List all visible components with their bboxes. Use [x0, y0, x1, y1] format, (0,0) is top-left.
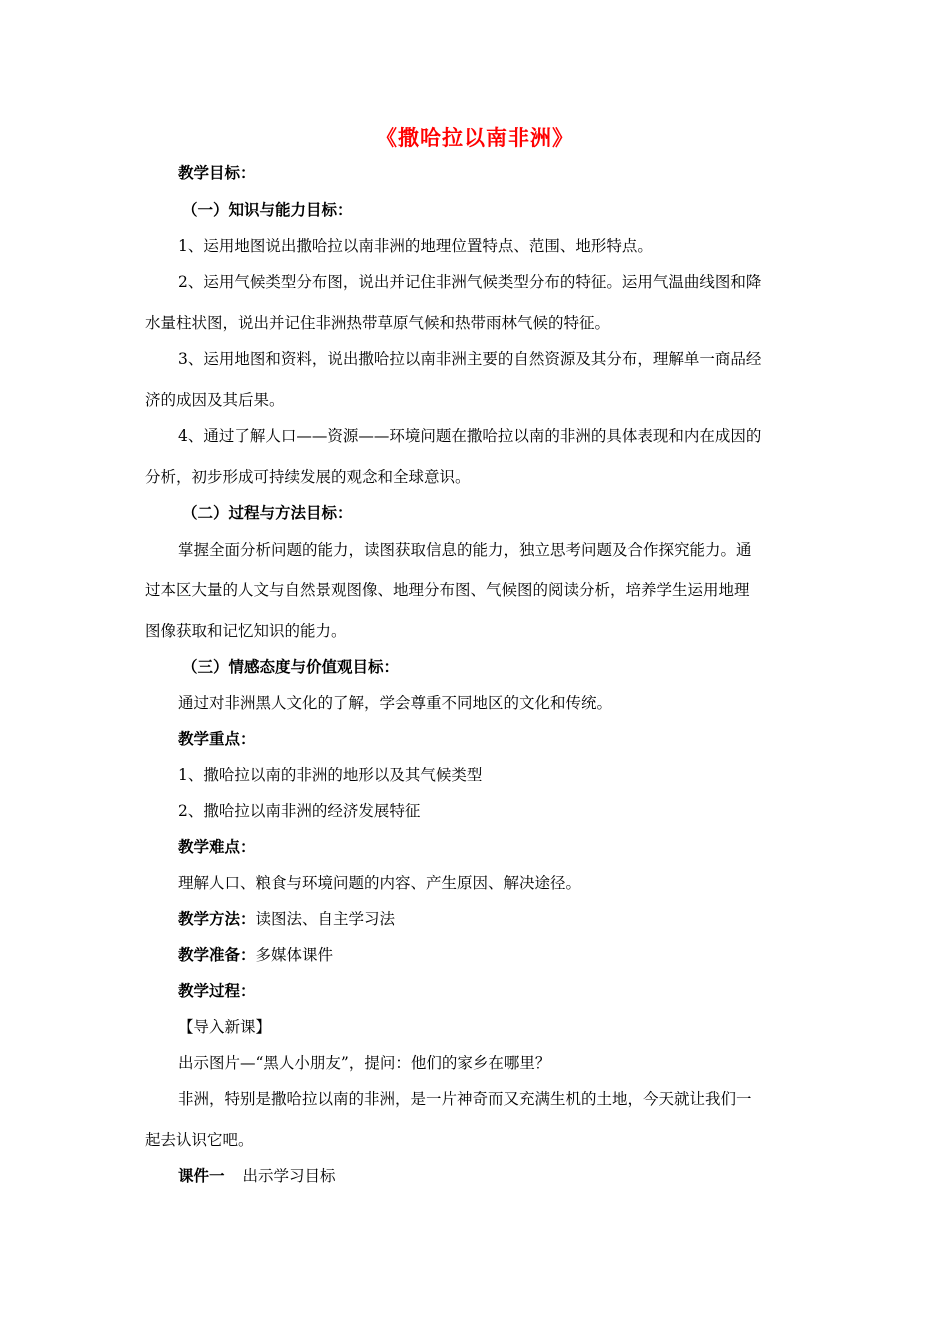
goal-item-3-line1: 3、运用地图和资料，说出撒哈拉以南非洲主要的自然资源及其分布，理解单一商品经	[178, 350, 762, 368]
goal-item-4-line2: 分析，初步形成可持续发展的观念和全球意识。	[145, 468, 471, 486]
teaching-focus-item-2: 2、撒哈拉以南非洲的经济发展特征	[178, 802, 421, 820]
teaching-goals-heading: 教学目标：	[178, 164, 256, 182]
goal-item-2-line1: 2、运用气候类型分布图，说出并记住非洲气候类型分布的特征。运用气温曲线图和降	[178, 273, 762, 291]
process-method-line3: 图像获取和记忆知识的能力。	[145, 622, 347, 640]
intro-heading: 【导入新课】	[178, 1018, 272, 1036]
goal-item-3-line2: 济的成因及其后果。	[145, 391, 285, 409]
process-method-line2: 过本区大量的人文与自然景观图像、地理分布图、气候图的阅读分析，培养学生运用地理	[145, 581, 750, 599]
teaching-prep-row	[178, 944, 333, 966]
process-method-line1: 掌握全面分析问题的能力，读图获取信息的能力，独立思考问题及合作探究能力。通	[178, 541, 752, 559]
goal-item-2-line2: 水量柱状图，说出并记住非洲热带草原气候和热带雨林气候的特征。	[145, 314, 611, 332]
teaching-focus-heading: 教学重点：	[178, 730, 256, 748]
process-method-heading: （二）过程与方法目标：	[182, 504, 353, 522]
teaching-method-value: 读图法、自主学习法	[255, 910, 396, 928]
attitude-values-heading: （三）情感态度与价值观目标：	[182, 658, 400, 676]
goal-item-4-line1: 4、通过了解人口——资源——环境问题在撒哈拉以南的非洲的具体表现和内在成因的	[178, 427, 762, 445]
intro-paragraph-2-line1: 非洲，特别是撒哈拉以南的非洲，是一片神奇而又充满生机的土地，今天就让我们一	[178, 1090, 752, 1108]
teaching-difficulty-text: 理解人口、粮食与环境问题的内容、产生原因、解决途径。	[178, 874, 582, 892]
courseware-label: 课件一	[178, 1167, 225, 1185]
attitude-values-text: 通过对非洲黑人文化的了解，学会尊重不同地区的文化和传统。	[178, 694, 613, 712]
teaching-method-label: 教学方法：	[178, 910, 256, 928]
teaching-method-row	[178, 908, 395, 930]
teaching-focus-item-1: 1、撒哈拉以南的非洲的地形以及其气候类型	[178, 766, 483, 784]
intro-paragraph-2-line2: 起去认识它吧。	[145, 1131, 254, 1149]
teaching-prep-value: 多媒体课件	[255, 946, 334, 964]
intro-paragraph-1: 出示图片—“黑人小朋友”，提问：他们的家乡在哪里？	[178, 1054, 551, 1072]
teaching-difficulty-heading: 教学难点：	[178, 838, 256, 856]
document-title: 《撒哈拉以南非洲》	[376, 126, 574, 150]
courseware-value: 出示学习目标	[242, 1167, 336, 1185]
goal-item-1: 1、运用地图说出撒哈拉以南非洲的地理位置特点、范围、地形特点。	[178, 237, 653, 255]
courseware-row	[178, 1165, 336, 1187]
teaching-process-heading: 教学过程：	[178, 982, 256, 1000]
teaching-prep-label: 教学准备：	[178, 946, 256, 964]
knowledge-ability-heading: （一）知识与能力目标：	[182, 201, 353, 219]
